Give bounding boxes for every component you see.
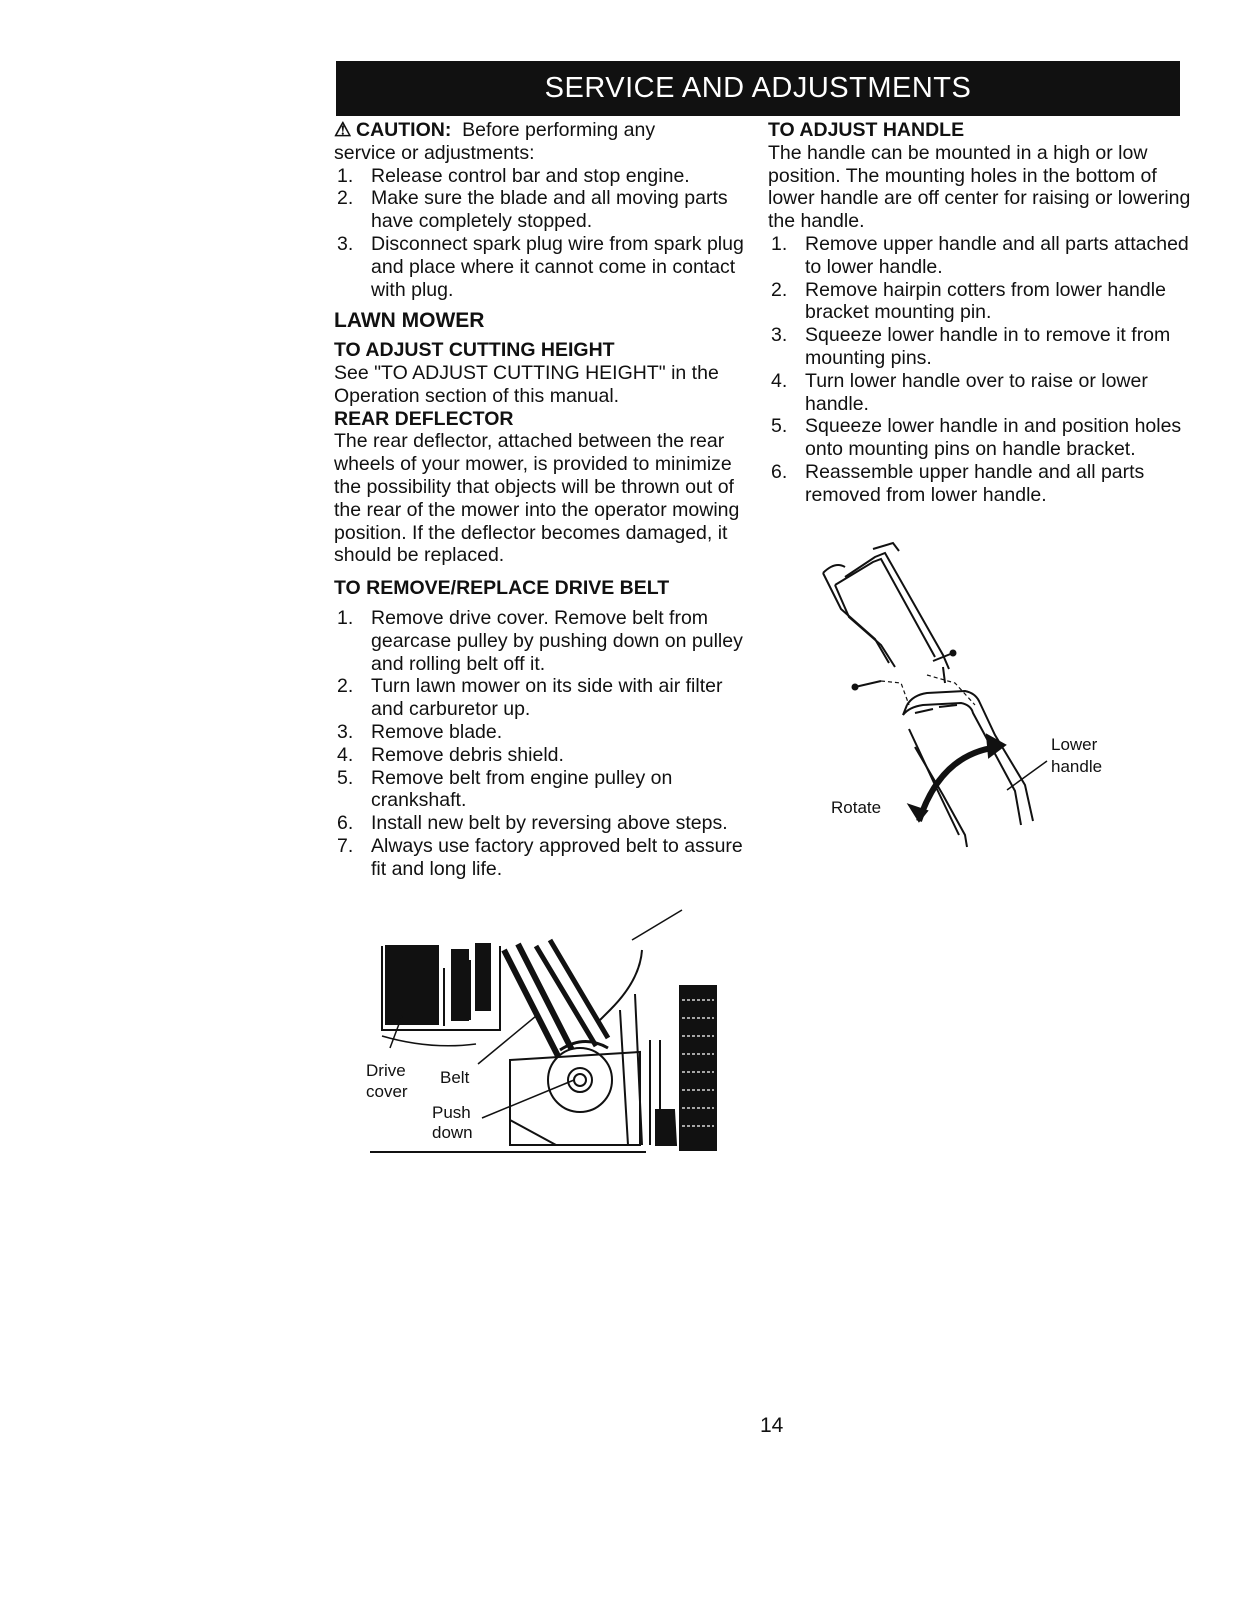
list-item: 4. Remove debris shield. [337, 743, 564, 766]
drive-cover-label-2: cover [366, 1082, 408, 1101]
drive-belt-heading: TO REMOVE/REPLACE DRIVE BELT [334, 577, 670, 600]
caution-steps [334, 165, 754, 302]
adjust-handle-text: The handle can be mounted in a high or low position. The mounting holes in the bottom of lower handle are off center for raising or lowering the handle. [768, 141, 1191, 233]
handle-diagram [815, 535, 1115, 855]
rear-deflector-text: The rear deflector, attached between the rear wheels of your mower, is provided to minimize the possibility that objects will be thrown out of the rear of the mower into the operator mowing position. If the deflector becomes damaged, it should be replaced. [334, 430, 740, 567]
drive-cover-label: Drive [366, 1061, 406, 1080]
list-item: 5. Squeeze lower handle in and position holes onto mounting pins on handle bracket. [771, 415, 1182, 461]
adjust-handle-heading: TO ADJUST HANDLE [768, 119, 965, 141]
lower-handle-label: Lower [1051, 735, 1098, 754]
push-down-label: Push [432, 1103, 471, 1122]
caution-line [334, 119, 754, 142]
drive-cover [386, 946, 438, 1024]
list-item: 7. Always use factory approved belt to assure fit and long life. [337, 834, 743, 880]
rear-deflector-heading: REAR DEFLECTOR [334, 407, 514, 430]
list-item: 3. Squeeze lower handle in to remove it from mounting pins. [771, 324, 1171, 369]
left-column [334, 119, 754, 881]
list-item: 2. Make sure the blade and all moving parts have completely stopped. [337, 187, 728, 233]
list-item: 1. Remove upper handle and all parts attached to lower handle. [771, 232, 1189, 278]
lawn-mower-heading: LAWN MOWER [334, 309, 485, 333]
list-item: 2. Turn lawn mower on its side with air filter and carburetor up. [337, 675, 723, 721]
section-banner [336, 61, 1180, 116]
rotate-arrow [919, 747, 999, 821]
caution-label: CAUTION: [356, 119, 452, 141]
list-item: 3. Remove blade. [337, 720, 503, 743]
warning-triangle-icon: ⚠ [334, 119, 352, 141]
push-down-label-2: down [432, 1123, 473, 1142]
list-item: 2. Remove hairpin cotters from lower handle bracket mounting pin. [771, 278, 1166, 324]
mounting-pin [855, 653, 953, 687]
list-item: 1. Remove drive cover. Remove belt from gearcase pulley by pushing down on pulley and rolling belt off it. [337, 606, 743, 675]
cutting-height-heading: TO ADJUST CUTTING HEIGHT [334, 339, 615, 362]
list-item: 6. Reassemble upper handle and all parts removed from lower handle. [771, 460, 1145, 506]
belt-label: Belt [440, 1068, 470, 1087]
adjust-handle-steps [768, 233, 1193, 507]
page-number: 14 [760, 1414, 784, 1437]
list-item: 6. Install new belt by reversing above steps. [337, 812, 728, 835]
caution-intro: Before performing any [462, 119, 656, 141]
section-title: SERVICE AND ADJUSTMENTS [544, 72, 972, 104]
right-column [768, 119, 1193, 507]
list-item: 5. Remove belt from engine pulley on crankshaft. [337, 766, 673, 812]
list-item: 1. Release control bar and stop engine. [337, 164, 690, 187]
list-item: 4. Turn lower handle over to raise or lower handle. [771, 369, 1148, 415]
caution-intro-continued: service or adjustments: [334, 141, 535, 164]
drive-belt-diagram [360, 940, 740, 1155]
cutting-height-text: See "TO ADJUST CUTTING HEIGHT" in the Operation section of this manual. [334, 361, 719, 407]
drive-belt-steps [334, 607, 754, 881]
list-item: 3. Disconnect spark plug wire from spark plug and place where it cannot come in contact with plug. [337, 232, 744, 301]
lower-handle-label-2: handle [1051, 757, 1103, 776]
rotate-label: Rotate [831, 798, 882, 817]
